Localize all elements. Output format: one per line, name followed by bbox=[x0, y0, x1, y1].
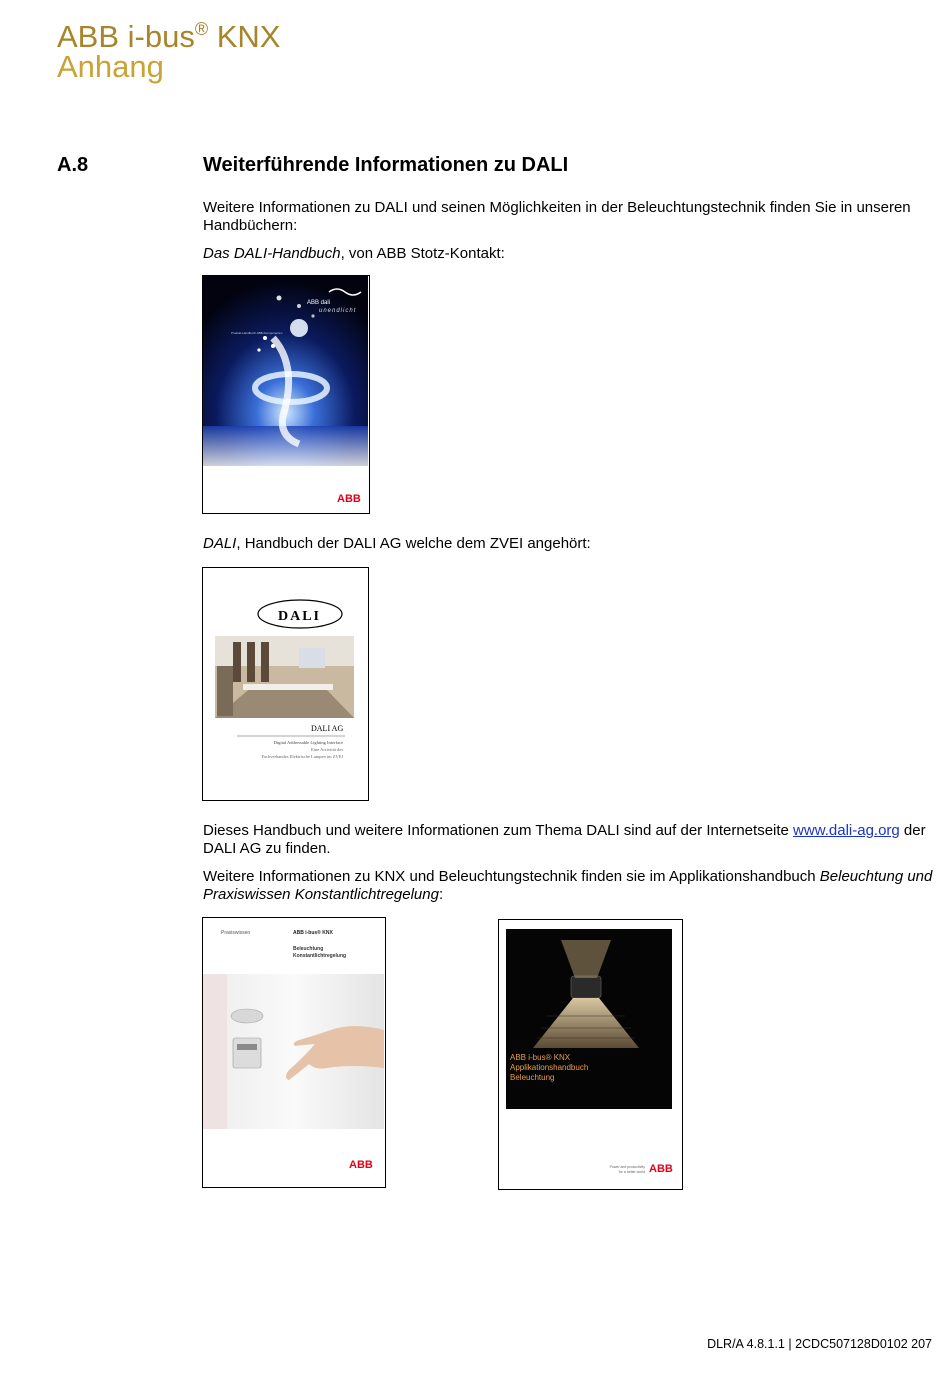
cover1-small: Produkt-Handbuch ABB-Komponenten bbox=[231, 331, 283, 335]
cover-applikationshandbuch bbox=[498, 919, 683, 1190]
cover2-sub3: Fachverbandes Elektrische Lampen im ZVEI bbox=[261, 754, 343, 759]
cover1-abb-logo: ABB bbox=[337, 493, 361, 505]
cover3-abb-logo: ABB bbox=[349, 1159, 373, 1171]
header-knx: KNX bbox=[208, 19, 281, 54]
cover3-t1: Beleuchtung bbox=[293, 946, 324, 952]
cover4-slogan2: for a better world bbox=[618, 1170, 645, 1174]
cover2-org: DALI AG bbox=[311, 724, 344, 733]
cover4-t2: Applikationshandbuch bbox=[510, 1063, 589, 1072]
cover2-dali-logo: DALI bbox=[278, 609, 322, 624]
book1-caption bbox=[203, 245, 938, 263]
book1-rest: , von ABB Stotz-Kontakt: bbox=[340, 245, 505, 262]
intro-paragraph: Weitere Informationen zu DALI und seinen Möglichkeiten in der Beleuchtungstechnik finden Sie in unseren Handbüchern: bbox=[203, 199, 911, 234]
knx-book-title: Beleuchtung und Praxiswissen Konstantlichtregelung bbox=[203, 868, 933, 903]
cover4-t1: ABB i-bus® KNX bbox=[510, 1053, 571, 1062]
cover3-tag: Praxiswissen bbox=[221, 930, 251, 936]
cover3-t2: Konstantlichtregelung bbox=[293, 953, 347, 959]
cover4-t3: Beleuchtung bbox=[510, 1073, 555, 1082]
cover-dali-handbuch bbox=[202, 275, 370, 514]
knx-paragraph bbox=[203, 868, 938, 904]
web-text-a: Dieses Handbuch und weitere Informationen zum Thema DALI sind auf der Internetseite bbox=[203, 822, 794, 839]
cover2-sub2: Eine Activität des bbox=[311, 747, 343, 752]
book1-title: Das DALI-Handbuch bbox=[203, 245, 341, 262]
header-brand: ABB i-bus bbox=[57, 19, 195, 54]
cover-dali-handbuch-art bbox=[203, 276, 368, 512]
registered-mark: ® bbox=[194, 19, 209, 39]
knx-text-a: Weitere Informationen zu KNX und Beleuchtungstechnik finden sie im Applikationshandbuch bbox=[203, 868, 820, 885]
section-number: A.8 bbox=[57, 154, 89, 176]
cover-konstantlichtregelung-art bbox=[203, 918, 384, 1186]
header-chapter: Anhang bbox=[57, 49, 164, 84]
web-text-b: der DALI AG zu finden. bbox=[203, 822, 926, 857]
knx-text-b: : bbox=[438, 886, 444, 903]
cover-dali-ag bbox=[202, 567, 369, 801]
cover2-sub1: Digital Addressable Lighting Interface bbox=[273, 740, 343, 745]
cover-konstantlichtregelung bbox=[202, 917, 386, 1188]
cover-dali-ag-art bbox=[203, 568, 367, 799]
cover-applikationshandbuch-art bbox=[499, 920, 681, 1188]
cover4-slogan1: Power and productivity bbox=[609, 1165, 645, 1169]
book2-rest: , Handbuch der DALI AG welche dem ZVEI angehört: bbox=[236, 535, 591, 552]
web-paragraph bbox=[203, 822, 938, 858]
page-footer: DLR/A 4.8.1.1 | 2CDC507128D0102 207 bbox=[707, 1337, 932, 1351]
cover1-line1: ABB dali bbox=[307, 300, 331, 306]
cover4-abb-logo: ABB bbox=[649, 1163, 673, 1175]
book2-title: DALI bbox=[203, 535, 237, 552]
cover3-brand: ABB i-bus® KNX bbox=[293, 930, 333, 936]
book2-caption bbox=[203, 535, 938, 553]
dali-ag-link[interactable]: www.dali-ag.org bbox=[793, 822, 900, 839]
cover1-line2: unendlicht bbox=[319, 308, 357, 314]
section-title: Weiterführende Informationen zu DALI bbox=[203, 154, 569, 176]
